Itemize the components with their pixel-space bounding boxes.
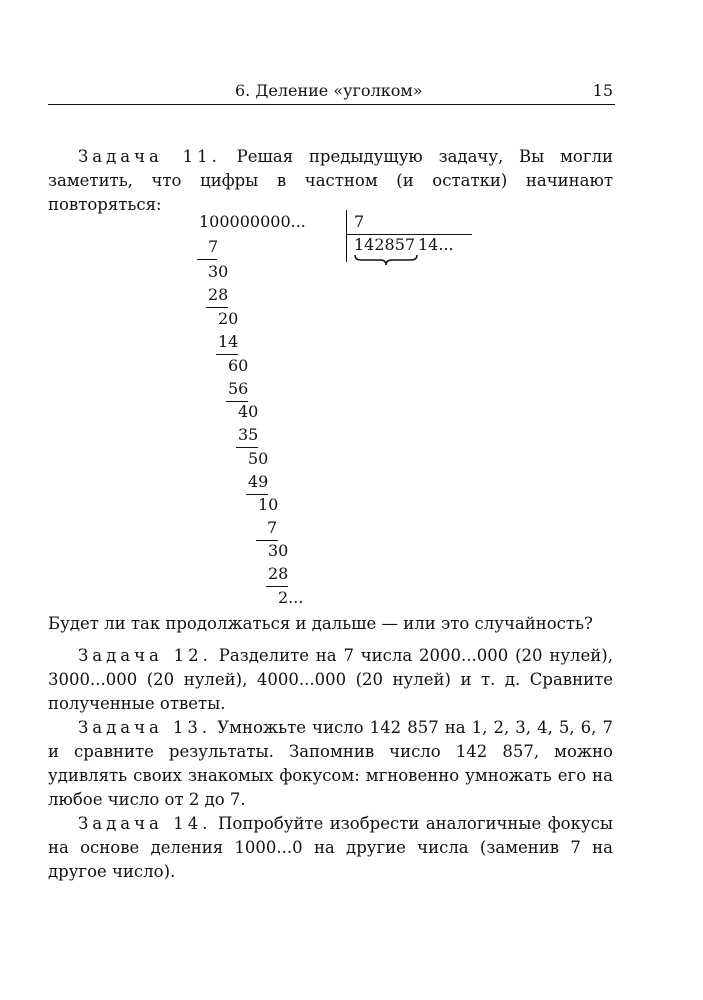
step-subtrahend: 14	[218, 332, 239, 351]
step-remainder: 40	[238, 402, 259, 421]
step-subtrahend: 28	[268, 564, 289, 583]
divisor: 7	[354, 212, 365, 231]
chapter-title: 6. Деление «уголком»	[235, 81, 423, 100]
task-12-text: Разделите на 7 числа 2000...000 (20 нулей), 3000...000 (20 нулей), 4000...000 (20 нулей) и т. д. Сравните полученные ответы.	[48, 646, 613, 713]
task-13-paragraph	[48, 716, 613, 812]
step-remainder: 10	[258, 495, 279, 514]
step-subtrahend: 7	[267, 518, 278, 537]
task-14-text: Попробуйте изобрести аналогичные фокусы на основе деления 1000...0 на другие числа (заменив 7 на другое число).	[48, 814, 613, 881]
step-subtrahend: 35	[238, 425, 259, 444]
step-subtrahend: 56	[228, 379, 249, 398]
step-remainder: 50	[248, 449, 269, 468]
quotient-tail: 14...	[418, 235, 454, 254]
subtraction-line	[216, 354, 238, 355]
task-12-label: Задача 12.	[78, 646, 212, 665]
task-11-text: Решая предыдущую задачу, Вы могли заметить, что цифры в частном (и остатки) начинают повторяться:	[48, 147, 613, 214]
subtraction-line	[206, 307, 228, 308]
repeat-brace	[354, 254, 418, 266]
quotient: 142857	[354, 235, 416, 254]
step-subtrahend: 28	[208, 285, 229, 304]
subtraction-line	[266, 586, 288, 587]
step-remainder: 20	[218, 309, 239, 328]
page-number: 15	[592, 81, 613, 100]
division-corner-vertical	[346, 210, 347, 262]
subtraction-line	[197, 259, 217, 260]
task-13-text: Умножьте число 142 857 на 1, 2, 3, 4, 5, 6, 7 и сравните результаты. Запомнив число 142 857, можно удивлять своих знакомых фокусом: мгновенно умножать его на любое число от 2 до 7.	[48, 718, 613, 809]
step-remainder: 60	[228, 356, 249, 375]
question-line: Будет ли так продолжаться и дальше — или это случайность?	[48, 614, 593, 633]
task-14-label: Задача 14.	[78, 814, 212, 833]
subtraction-line	[236, 447, 258, 448]
task-11-label: Задача 11.	[78, 147, 221, 166]
step-subtrahend: 7	[208, 237, 219, 256]
task-14-paragraph	[48, 812, 613, 884]
step-remainder: 30	[208, 262, 229, 281]
task-13-label: Задача 13.	[78, 718, 212, 737]
step-remainder: 2...	[278, 588, 304, 607]
step-subtrahend: 49	[248, 472, 269, 491]
step-remainder: 30	[268, 541, 289, 560]
task-12-paragraph	[48, 644, 613, 716]
dividend: 100000000...	[199, 212, 306, 231]
